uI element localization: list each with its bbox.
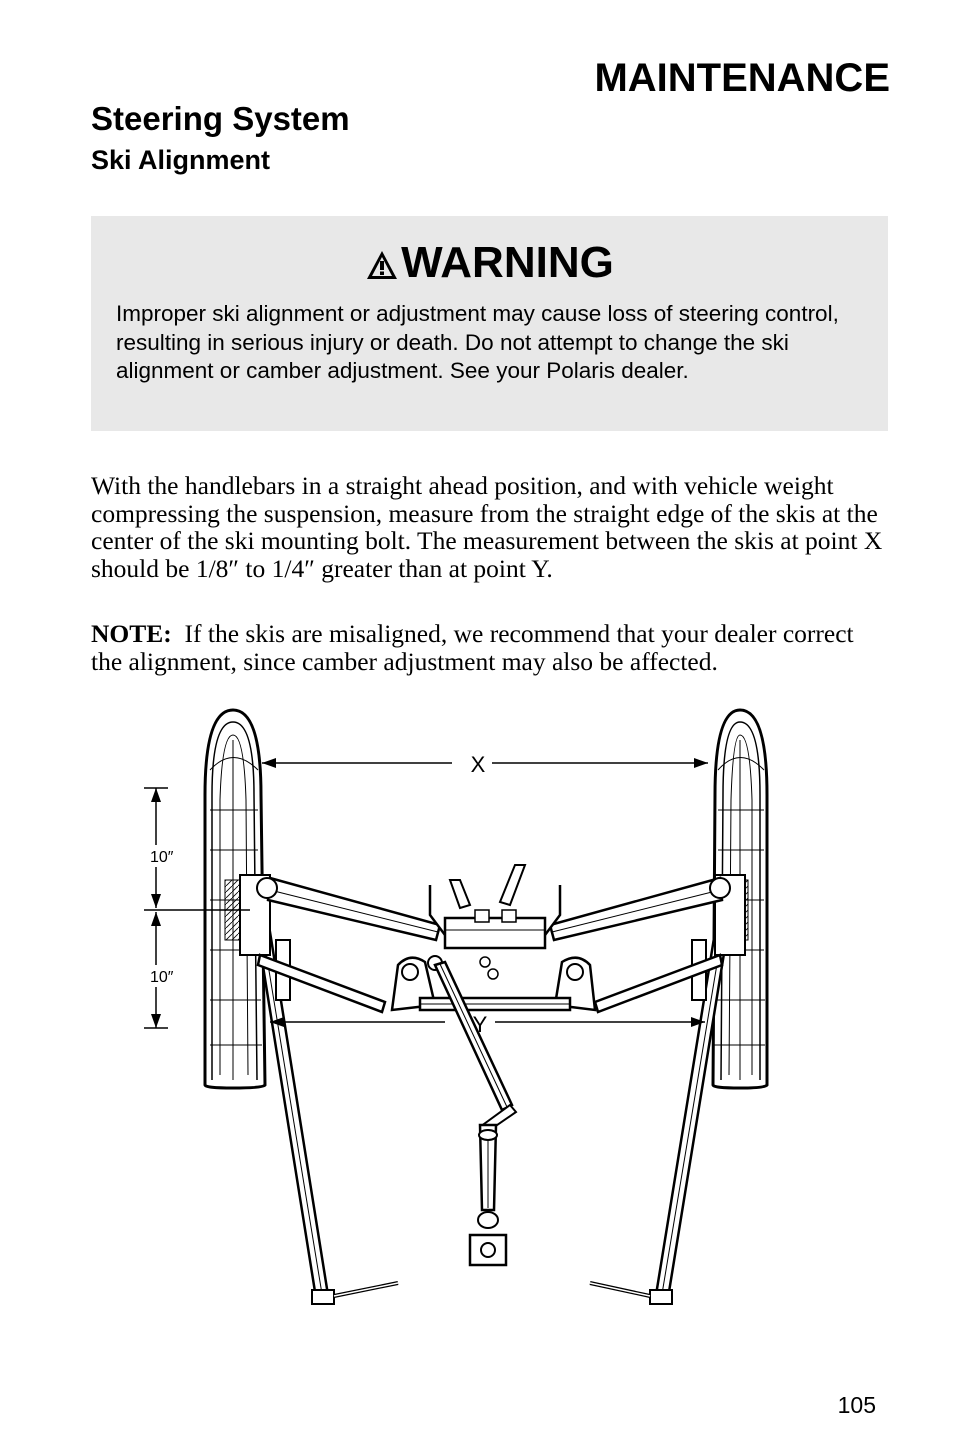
subsection-title: Ski Alignment [91, 145, 271, 175]
warning-box [91, 216, 888, 431]
warning-text: Improper ski alignment or adjustment may cause loss of steering control, resulting in serious injury or death. Do not attempt to change the ski alignment or camber adjustment. See your Polaris dealer. [116, 301, 839, 383]
dimension-y [270, 1017, 705, 1027]
warning-title: WARNING [401, 238, 614, 287]
point-x-label: X [470, 752, 486, 777]
lower-dimension-label: 10″ [150, 969, 174, 986]
center-bulkhead [430, 865, 560, 979]
section-title: MAINTENANCE [594, 56, 890, 100]
upper-dimension-label: 10″ [150, 849, 174, 866]
note-text: If the skis are misaligned, we recommend that your dealer correct the alignment, since camber adjustment may also be affected. [91, 619, 854, 676]
page-number: 105 [837, 1392, 876, 1418]
right-spindle-arm [590, 875, 745, 1304]
point-y-label: Y [472, 1012, 488, 1037]
note-paragraph [91, 620, 891, 675]
warning-triangle-icon [365, 249, 399, 281]
page-title: Steering System [91, 100, 350, 137]
note-label: NOTE: [91, 619, 172, 648]
left-spindle-arm [240, 875, 398, 1304]
warning-heading [91, 238, 888, 288]
body-paragraph: With the handlebars in a straight ahead position, and with vehicle weight compressing the suspension, measure from the straight edge of the skis at the center of the ski mounting bolt. The measurement between the skis at point X should be 1/8″ to 1/4″ greater than at point Y. [91, 471, 883, 583]
ski-alignment-diagram [130, 700, 810, 1310]
